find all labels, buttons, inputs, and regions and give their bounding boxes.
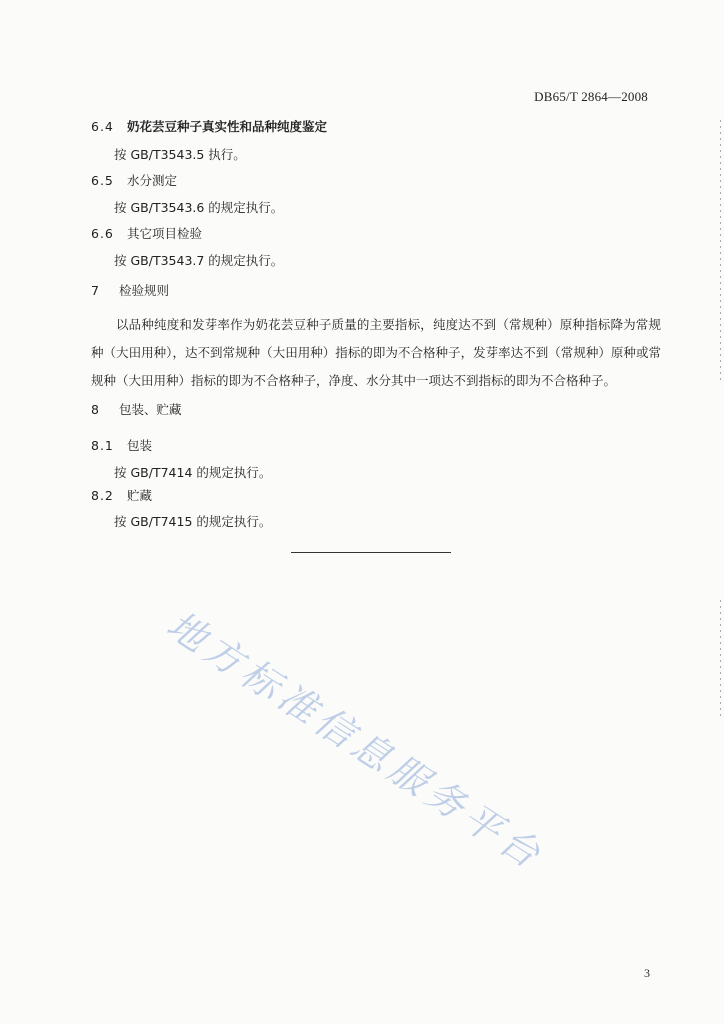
section-heading-6-5 bbox=[91, 175, 177, 188]
scan-edge-mark bbox=[720, 600, 721, 720]
section-body-6-6: 按 GB/T3543.7 的规定执行。 bbox=[114, 253, 284, 268]
section-number: 8.2 bbox=[91, 488, 114, 503]
watermark: 地方标准信息服务平台 bbox=[159, 602, 553, 880]
section-number: 6.4 bbox=[91, 119, 114, 134]
section-number: 8.1 bbox=[91, 438, 114, 453]
section-title: 奶花芸豆种子真实性和品种纯度鉴定 bbox=[127, 119, 328, 134]
section-number: 6.6 bbox=[91, 226, 114, 241]
section-body-7: 以品种纯度和发芽率作为奶花芸豆种子质量的主要指标，纯度达不到（常规种）原种指标降为常规种（大田用种），达不到常规种（大田用种）指标的即为不合格种子，发芽率达不到（常规种）原种或常规种（大田用种）指标的即为不合格种子，净度、水分其中一项达不到指标的即为不合格种子。 bbox=[91, 317, 661, 388]
section-title: 包装 bbox=[127, 438, 153, 453]
section-body-6-4: 按 GB/T3543.5 执行。 bbox=[114, 147, 246, 162]
section-number: 7 bbox=[91, 283, 100, 298]
document-code: DB65/T 2864—2008 bbox=[534, 89, 648, 104]
section-heading-8-2 bbox=[91, 490, 152, 503]
section-title: 检验规则 bbox=[119, 283, 170, 298]
section-heading-6-6 bbox=[91, 228, 202, 241]
page-number: 3 bbox=[644, 966, 650, 980]
section-number: 6.5 bbox=[91, 173, 114, 188]
section-heading-8-1 bbox=[91, 440, 152, 453]
section-title: 水分测定 bbox=[127, 173, 178, 188]
scan-edge-mark bbox=[720, 120, 721, 380]
section-title: 包装、贮藏 bbox=[119, 402, 182, 417]
section-body-6-5: 按 GB/T3543.6 的规定执行。 bbox=[114, 200, 284, 215]
section-body-8-2: 按 GB/T7415 的规定执行。 bbox=[114, 514, 272, 529]
section-number: 8 bbox=[91, 402, 100, 417]
section-body-8-1: 按 GB/T7414 的规定执行。 bbox=[114, 465, 272, 480]
section-heading-8 bbox=[91, 404, 182, 417]
section-title: 贮藏 bbox=[127, 488, 153, 503]
end-of-document-rule bbox=[291, 552, 451, 553]
section-heading-6-4 bbox=[91, 121, 327, 134]
section-heading-7 bbox=[91, 285, 169, 298]
section-title: 其它项目检验 bbox=[127, 226, 203, 241]
